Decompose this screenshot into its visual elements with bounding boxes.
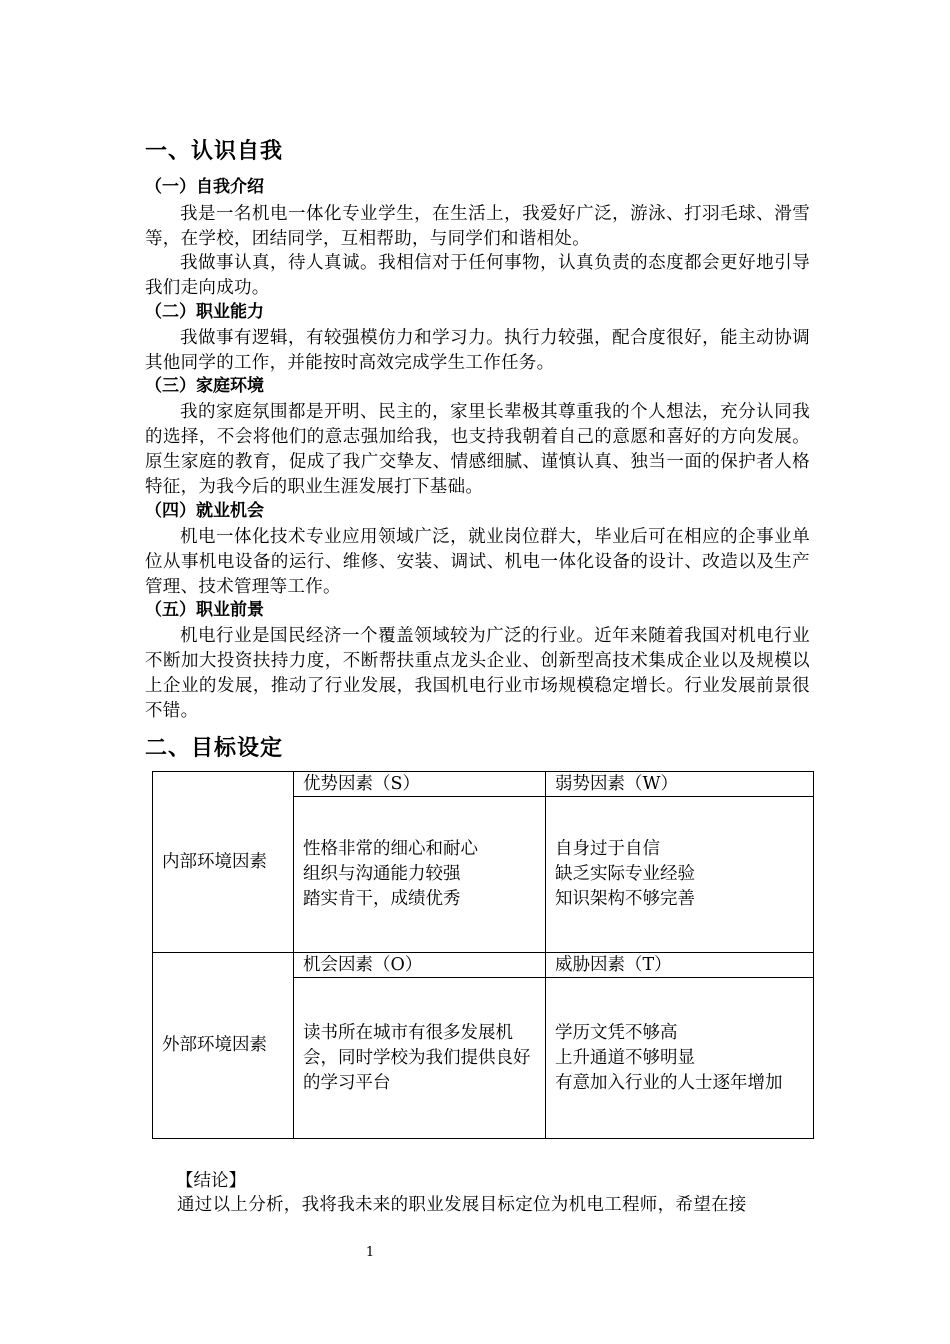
strengths-header: 优势因素（S） [294,772,546,797]
page-number: 1 [365,1245,375,1260]
opportunities-cell [294,978,546,1139]
conclusion-label: 【结论】 [176,1171,246,1191]
weakness-item: 缺乏实际专业经验 [555,864,695,884]
threat-item: 上升通道不够明显 [555,1047,695,1068]
subsection-heading-employment: （四）就业机会 [145,501,264,521]
strengths-cell [294,797,546,953]
swot-table [152,771,814,1139]
paragraph-prospects: 机电行业是国民经济一个覆盖领域较为广泛的行业。近年来随着我国对机电行业不断加大投资扶持力度，不断帮扶重点龙头企业、创新型高技术集成企业以及规模以上企业的发展，推动了行业发展，我国机电行业市场规模稳定增长。行业发展前景很不错。 [145,626,810,721]
threats-cell [546,978,814,1139]
threats-header: 威胁因素（T） [546,953,814,978]
subsection-heading-family: （三）家庭环境 [145,376,264,396]
section-title-goal-setting: 二、目标设定 [145,736,284,761]
section-title-self-awareness: 一、认识自我 [145,139,284,164]
weakness-item: 知识架构不够完善 [555,889,695,909]
threat-item: 学历文凭不够高 [555,1022,678,1043]
strength-item: 组织与沟通能力较强 [303,864,461,884]
subsection-heading-prospects: （五）职业前景 [145,600,264,620]
external-factors-label: 外部环境因素 [153,953,294,1139]
opportunities-header: 机会因素（O） [294,953,546,978]
weaknesses-cell [546,797,814,953]
weaknesses-header: 弱势因素（W） [546,772,814,797]
swot-row-internal-header [153,772,814,797]
strength-item: 性格非常的细心和耐心 [303,839,478,859]
internal-factors-label: 内部环境因素 [153,772,294,953]
paragraph-self-intro-1: 我是一名机电一体化专业学生，在生活上，我爱好广泛，游泳、打羽毛球、滑雪等，在学校，团结同学，互相帮助，与同学们和谐相处。 [145,204,810,249]
opportunity-item: 读书所在城市有很多发展机会，同时学校为我们提供良好的学习平台 [303,1022,531,1093]
subsection-heading-career-ability: （二）职业能力 [145,302,264,322]
threat-item: 有意加入行业的人士逐年增加 [555,1072,783,1093]
paragraph-family: 我的家庭氛围都是开明、民主的，家里长辈极其尊重我的个人想法，充分认同我的选择，不会将他们的意志强加给我，也支持我朝着自己的意愿和喜好的方向发展。原生家庭的教育，促成了我广交挚友、情感细腻、谨慎认真、独当一面的保护者人格特征，为我今后的职业生涯发展打下基础。 [145,402,810,497]
weakness-item: 自身过于自信 [555,839,660,859]
conclusion-text: 通过以上分析，我将我未来的职业发展目标定位为机电工程师，希望在接 [177,1195,747,1215]
strength-item: 踏实肯干，成绩优秀 [303,889,461,909]
subsection-heading-self-intro: （一）自我介绍 [145,177,264,197]
swot-row-external-header [153,953,814,978]
paragraph-employment: 机电一体化技术专业应用领域广泛，就业岗位群大，毕业后可在相应的企事业单位从事机电设备的运行、维修、安装、调试、机电一体化设备的设计、改造以及生产管理、技术管理等工作。 [145,527,810,597]
paragraph-self-intro-2: 我做事认真，待人真诚。我相信对于任何事物，认真负责的态度都会更好地引导我们走向成功。 [145,253,810,298]
paragraph-career-ability: 我做事有逻辑，有较强模仿力和学习力。执行力较强，配合度很好，能主动协调其他同学的工作，并能按时高效完成学生工作任务。 [145,328,810,373]
